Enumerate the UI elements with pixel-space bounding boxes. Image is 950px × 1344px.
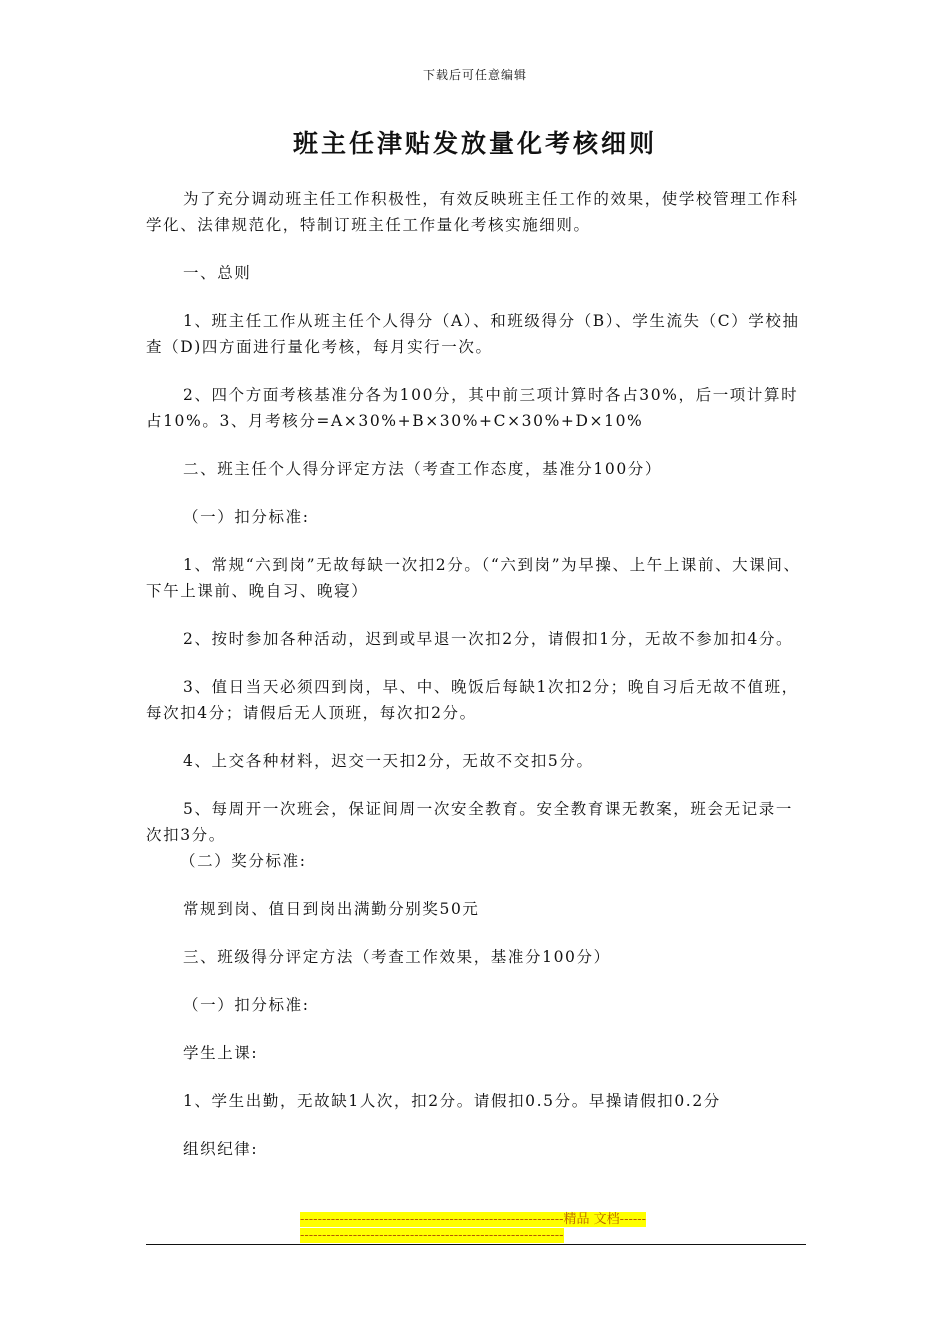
- footer-divider: [146, 1244, 806, 1245]
- header-note: 下载后可任意编辑: [422, 68, 527, 82]
- section-heading-personal-score: 二、班主任个人得分评定方法（考查工作态度，基准分100分）: [183, 460, 662, 478]
- paragraph-rule-1: 1、班主任工作从班主任个人得分（A）、和班级得分（B）、学生流失（C）学校抽查（D)四方面进行量化考核，每月实行一次。: [146, 312, 800, 356]
- subsection-heading-deduction: （一）扣分标准:: [183, 508, 310, 526]
- paragraph-rule-2: 2、四个方面考核基准分各为100分，其中前三项计算时各占30%，后一项计算时占10%。3、月考核分=A×30%+B×30%+C×30%+D×10%: [146, 386, 799, 430]
- intro-paragraph: 为了充分调动班主任工作积极性，有效反映班主任工作的效果，使学校管理工作科学化、法律规范化，特制订班主任工作量化考核实施细则。: [146, 190, 799, 234]
- subsection-heading-class-deduction: （一）扣分标准:: [183, 996, 310, 1014]
- subheading-discipline: 组织纪律:: [183, 1140, 259, 1158]
- paragraph-deduction-1: 1、常规“六到岗”无故每缺一次扣2分。（“六到岗”为早操、上午上课前、大课间、下午上课前、晚自习、晚寝）: [146, 556, 801, 600]
- paragraph-deduction-3: 3、值日当天必须四到岗，早、中、晚饭后每缺1次扣2分；晚自习后无故不值班，每次扣4分；请假后无人顶班，每次扣2分。: [146, 678, 799, 722]
- paragraph-deduction-4: 4、上交各种材料，迟交一天扣2分，无故不交扣5分。: [183, 752, 594, 770]
- document-title: 班主任津贴发放量化考核细则: [292, 129, 657, 158]
- subheading-student-class: 学生上课:: [183, 1044, 259, 1062]
- footer-text: ------------------------------------------------------------精品 文档------------------------------------------------------------------: [300, 1212, 647, 1243]
- document-body: [146, 186, 806, 1162]
- section-heading-class-score: 三、班级得分评定方法（考查工作效果，基准分100分）: [183, 948, 611, 966]
- paragraph-deduction-5: 5、每周开一次班会，保证间周一次安全教育。安全教育课无教案，班会无记录一次扣3分。: [146, 800, 793, 844]
- footer-watermark: [300, 1212, 650, 1244]
- subsection-heading-reward: （二）奖分标准:: [180, 852, 307, 870]
- paragraph-deduction-2: 2、按时参加各种活动，迟到或早退一次扣2分，请假扣1分，无故不参加扣4分。: [183, 630, 794, 648]
- paragraph-attendance: 1、学生出勤，无故缺1人次，扣2分。请假扣0.5分。早操请假扣0.2分: [183, 1092, 721, 1110]
- paragraph-reward: 常规到岗、值日到岗出满勤分别奖50元: [183, 900, 480, 918]
- section-heading-general: 一、总则: [183, 264, 252, 282]
